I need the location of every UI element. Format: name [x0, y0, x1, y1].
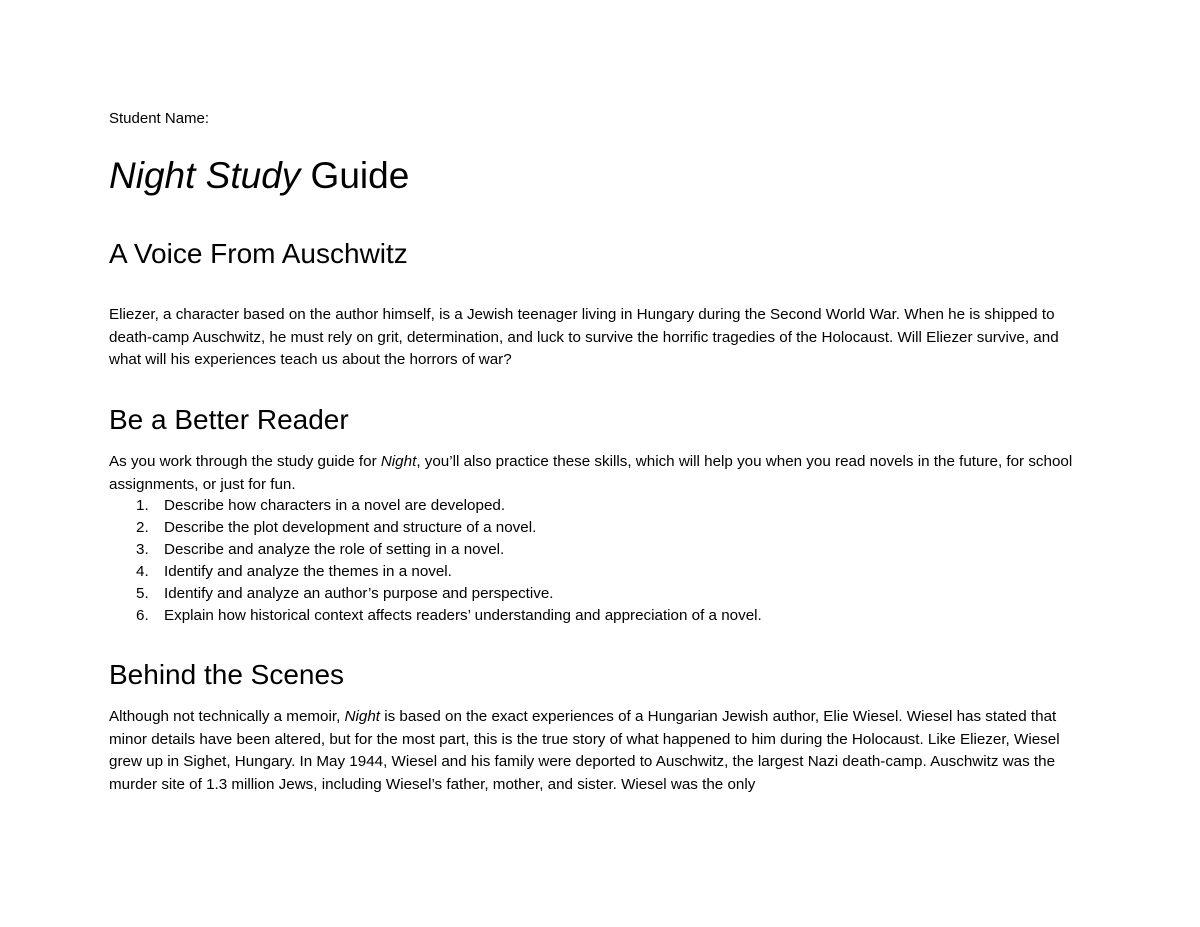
scenes-body-before: Although not technically a memoir,	[109, 708, 345, 725]
skills-list	[109, 495, 1094, 626]
list-item	[109, 517, 1094, 539]
heading-scenes: Behind the Scenes	[109, 659, 345, 690]
page-title	[109, 152, 409, 200]
list-text: Describe the plot development and structure of a novel.	[164, 518, 537, 536]
scenes-body-italic: Night	[344, 708, 381, 725]
list-item	[109, 605, 1094, 627]
list-text: Describe and analyze the role of setting in a novel.	[164, 540, 505, 558]
scenes-body-after: is based on the exact experiences of a Hungarian Jewish author, Elie Wiesel. Wiesel has stated that minor details have been altered, but for the most part, this is the true story of what happened to him during the Holocaust. Like Eliezer, Wiesel grew up in Sighet, Hungary. In May 1944, Wiesel and his family were deported to Auschwitz, the largest Nazi death-camp. Auschwitz was the murder site of 1.3 million Jews, including Wiesel’s father, mother, and sister. Wiesel was the only	[109, 708, 1060, 793]
reader-intro-before: As you work through the study guide for	[109, 453, 381, 470]
list-number: 3.	[136, 540, 149, 558]
title-italic: Night Study	[109, 155, 301, 196]
paragraph-reader-intro	[109, 451, 1094, 496]
list-number: 2.	[136, 518, 149, 536]
list-text: Explain how historical context affects readers’ understanding and appreciation of a novel.	[164, 606, 762, 624]
student-name-label: Student Name:	[109, 110, 210, 127]
list-number: 4.	[136, 562, 149, 580]
list-text: Identify and analyze the themes in a novel.	[164, 562, 452, 580]
list-item	[109, 539, 1094, 561]
list-number: 6.	[136, 606, 149, 624]
list-item	[109, 561, 1094, 583]
reader-intro-after: , you’ll also practice these skills, which will help you when you read novels in the future, for school assignments, or just for fun.	[109, 453, 1073, 493]
heading-reader: Be a Better Reader	[109, 404, 349, 435]
paragraph-voice: Eliezer, a character based on the author himself, is a Jewish teenager living in Hungary during the Second World War. When he is shipped to death-camp Auschwitz, he must rely on grit, determination, and luck to survive the horrific tragedies of the Holocaust. Will Eliezer survive, and what will his experiences teach us about the horrors of war?	[109, 306, 1059, 368]
list-item	[109, 583, 1094, 605]
heading-voice: A Voice From Auschwitz	[109, 238, 408, 269]
list-text: Identify and analyze an author’s purpose and perspective.	[164, 584, 554, 602]
list-item	[109, 495, 1094, 517]
list-text: Describe how characters in a novel are developed.	[164, 497, 506, 514]
list-number: 5.	[136, 584, 149, 602]
paragraph-scenes	[109, 706, 1094, 796]
title-rest: Guide	[300, 155, 410, 196]
list-number: 1.	[136, 497, 149, 514]
reader-intro-italic: Night	[380, 453, 417, 470]
